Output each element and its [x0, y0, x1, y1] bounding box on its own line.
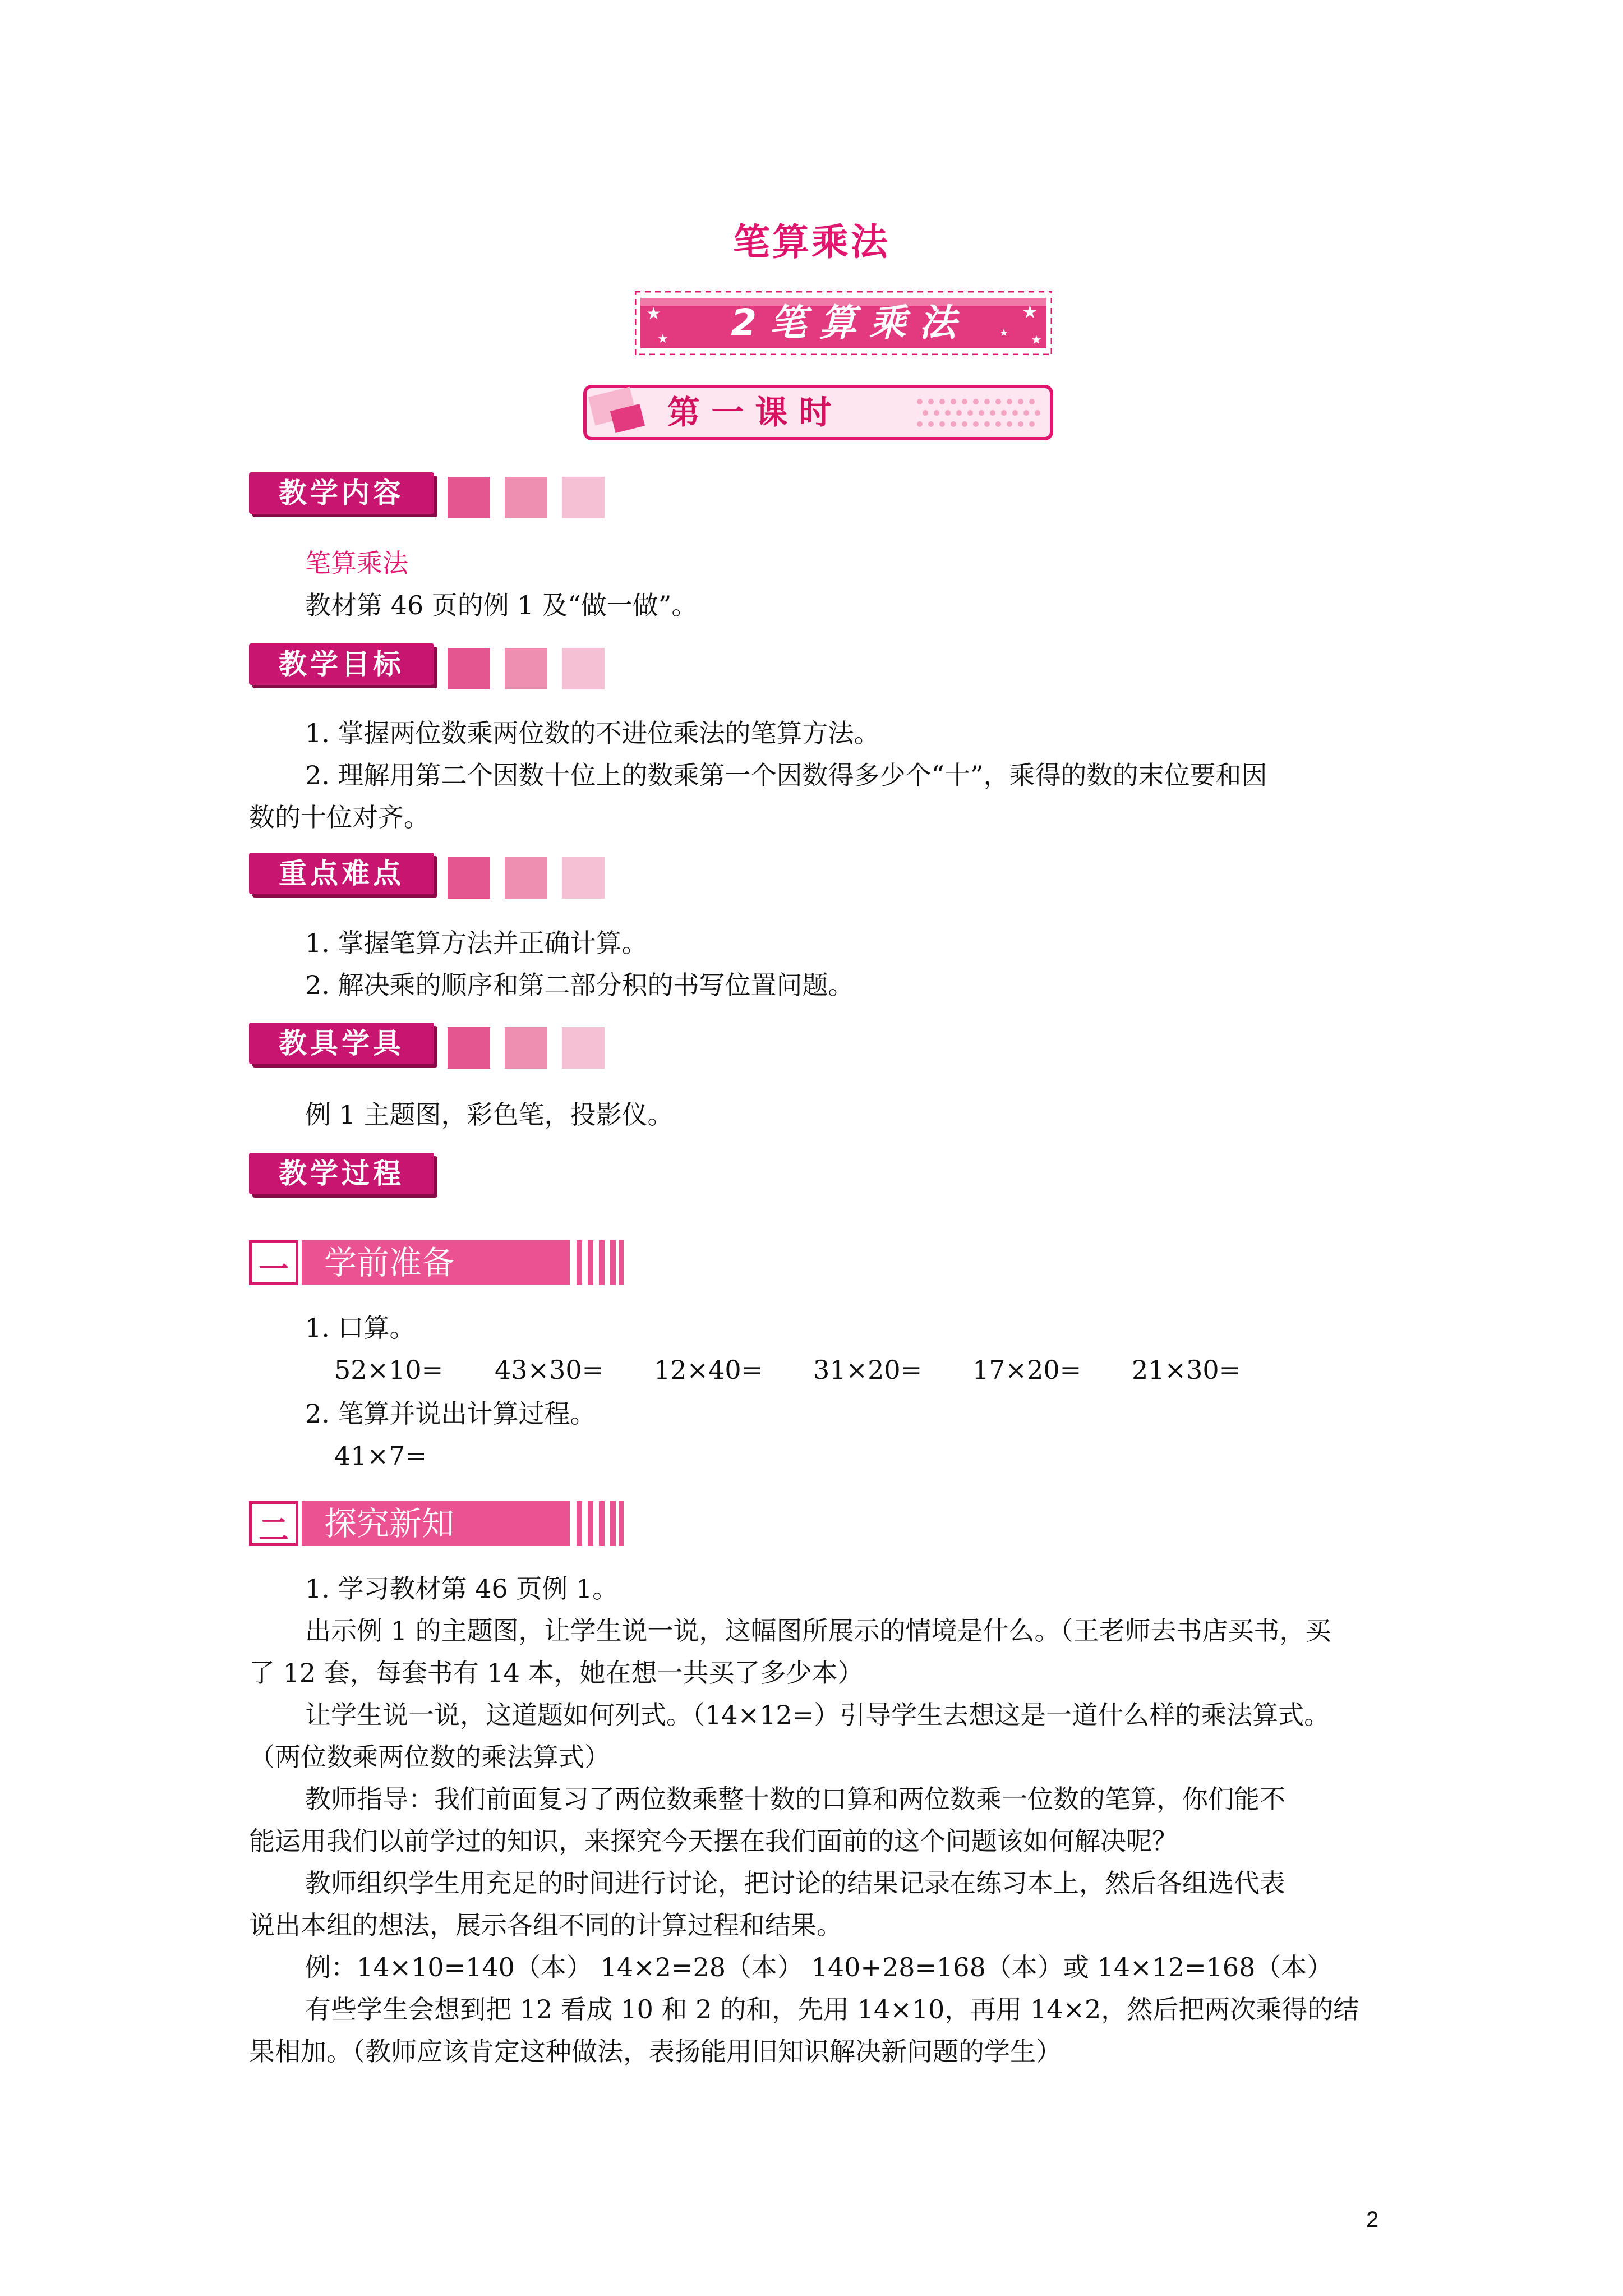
- oral-item: 52×10=: [334, 1355, 444, 1385]
- body-line: 教师指导：我们前面复习了两位数乘整十数的口算和两位数乘一位数的笔算，你们能不: [305, 1784, 1285, 1814]
- decor-stripe: [577, 1501, 582, 1546]
- lesson-banner-text: 第 一 课 时: [667, 393, 832, 431]
- body-line: 有些学生会想到把 12 看成 10 和 2 的和，先用 14×10，再用 14×2，然后把两次乘得的结: [305, 1994, 1359, 2024]
- part-header-2: [249, 1501, 624, 1546]
- body-line: 教师组织学生用充足的时间进行讨论，把讨论的结果记录在练习本上，然后各组选代表: [305, 1868, 1285, 1898]
- body-line: 了 12 套，每套书有 14 本，她在想一共买了多少本）: [249, 1658, 864, 1688]
- decor-square: [505, 648, 547, 689]
- keypoint-line: 2. 解决乘的顺序和第二部分积的书写位置问题。: [305, 970, 854, 1000]
- svg-text:★: ★: [646, 304, 661, 324]
- section-label-goals: 教学目标: [249, 643, 434, 685]
- section-label-process: 教学过程: [249, 1153, 434, 1194]
- decor-stripe: [577, 1240, 582, 1285]
- decor-square: [448, 857, 490, 899]
- section-label-keypoints: 重点难点: [249, 853, 434, 894]
- decor-stripe: [588, 1501, 593, 1546]
- oral-item: 43×30=: [495, 1355, 604, 1385]
- section-label-tools: 教具学具: [249, 1023, 434, 1064]
- oral-item: 12×40=: [654, 1355, 763, 1385]
- goal-line: 1. 掌握两位数乘两位数的不进位乘法的笔算方法。: [305, 718, 880, 748]
- svg-text:★: ★: [1022, 301, 1038, 323]
- decor-square: [562, 648, 605, 689]
- lesson-banner: [583, 385, 1053, 440]
- body-line: 说出本组的想法，展示各组不同的计算过程和结果。: [249, 1910, 842, 1940]
- goal-line: 数的十位对齐。: [249, 802, 430, 832]
- oral-item: 31×20=: [813, 1355, 923, 1385]
- chapter-banner: [635, 291, 1052, 355]
- page-number: 2: [1366, 2207, 1379, 2232]
- page-title: 笔算乘法: [733, 220, 890, 264]
- oral-item: 21×30=: [1132, 1355, 1241, 1385]
- part-number-box: [249, 1501, 298, 1546]
- decor-stripe: [588, 1240, 593, 1285]
- chapter-banner-text: 2 笔 算 乘 法: [731, 301, 956, 344]
- svg-text:★: ★: [657, 332, 668, 346]
- body-line: 1. 学习教材第 46 页例 1。: [305, 1573, 619, 1604]
- decor-stripe: [599, 1240, 605, 1285]
- decor-stripe: [610, 1501, 616, 1546]
- tools-line: 例 1 主题图，彩色笔，投影仪。: [305, 1099, 674, 1130]
- oral-item: 17×20=: [972, 1355, 1082, 1385]
- decor-stripe: [610, 1240, 616, 1285]
- section-label-content: 教学内容: [249, 472, 434, 514]
- keypoint-line: 1. 掌握笔算方法并正确计算。: [305, 928, 648, 958]
- body-line: （两位数乘两位数的乘法算式）: [249, 1742, 610, 1772]
- decor-square: [448, 648, 490, 689]
- decor-square: [505, 477, 547, 518]
- part-title: 学前准备: [302, 1240, 570, 1285]
- decor-square: [562, 1027, 605, 1069]
- written-item: 41×7=: [334, 1441, 427, 1471]
- part-number-box: [249, 1240, 298, 1285]
- decor-square: [505, 857, 547, 899]
- svg-text:★: ★: [1031, 333, 1042, 347]
- body-line: 出示例 1 的主题图，让学生说一说，这幅图所展示的情境是什么。（王老师去书店买书，买: [305, 1616, 1331, 1646]
- written-label: 2. 笔算并说出计算过程。: [305, 1398, 596, 1429]
- part-title: 探究新知: [302, 1501, 570, 1546]
- part-number: 二: [259, 1512, 289, 1548]
- body-line: 果相加。（教师应该肯定这种做法，表扬能用旧知识解决新问题的学生）: [249, 2036, 1062, 2067]
- decor-square: [562, 477, 605, 518]
- body-line: 让学生说一说，这道题如何列式。（14×12=）引导学生去想这是一道什么样的乘法算式。: [305, 1700, 1330, 1730]
- decor-stripe: [599, 1501, 605, 1546]
- decor-stripe: [619, 1240, 624, 1285]
- decor-stripe: [619, 1501, 624, 1546]
- goal-line: 2. 理解用第二个因数十位上的数乘第一个因数得多少个“十”，乘得的数的末位要和因: [305, 760, 1267, 790]
- body-line: 能运用我们以前学过的知识，来探究今天摆在我们面前的这个问题该如何解决呢？: [249, 1826, 1178, 1856]
- content-line: 教材第 46 页的例 1 及“做一做”。: [305, 590, 698, 620]
- decor-square: [562, 857, 605, 899]
- oral-label: 1. 口算。: [305, 1313, 416, 1343]
- part-header-1: [249, 1240, 624, 1285]
- svg-text:★: ★: [999, 327, 1009, 339]
- decor-square: [448, 1027, 490, 1069]
- body-line: 例：14×10=140（本） 14×2=28（本） 140+28=168（本）或 14×12=168（本）: [305, 1952, 1333, 1982]
- decor-square: [448, 477, 490, 518]
- content-title: 笔算乘法: [305, 548, 408, 578]
- part-number: 一: [259, 1251, 289, 1287]
- decor-square: [505, 1027, 547, 1069]
